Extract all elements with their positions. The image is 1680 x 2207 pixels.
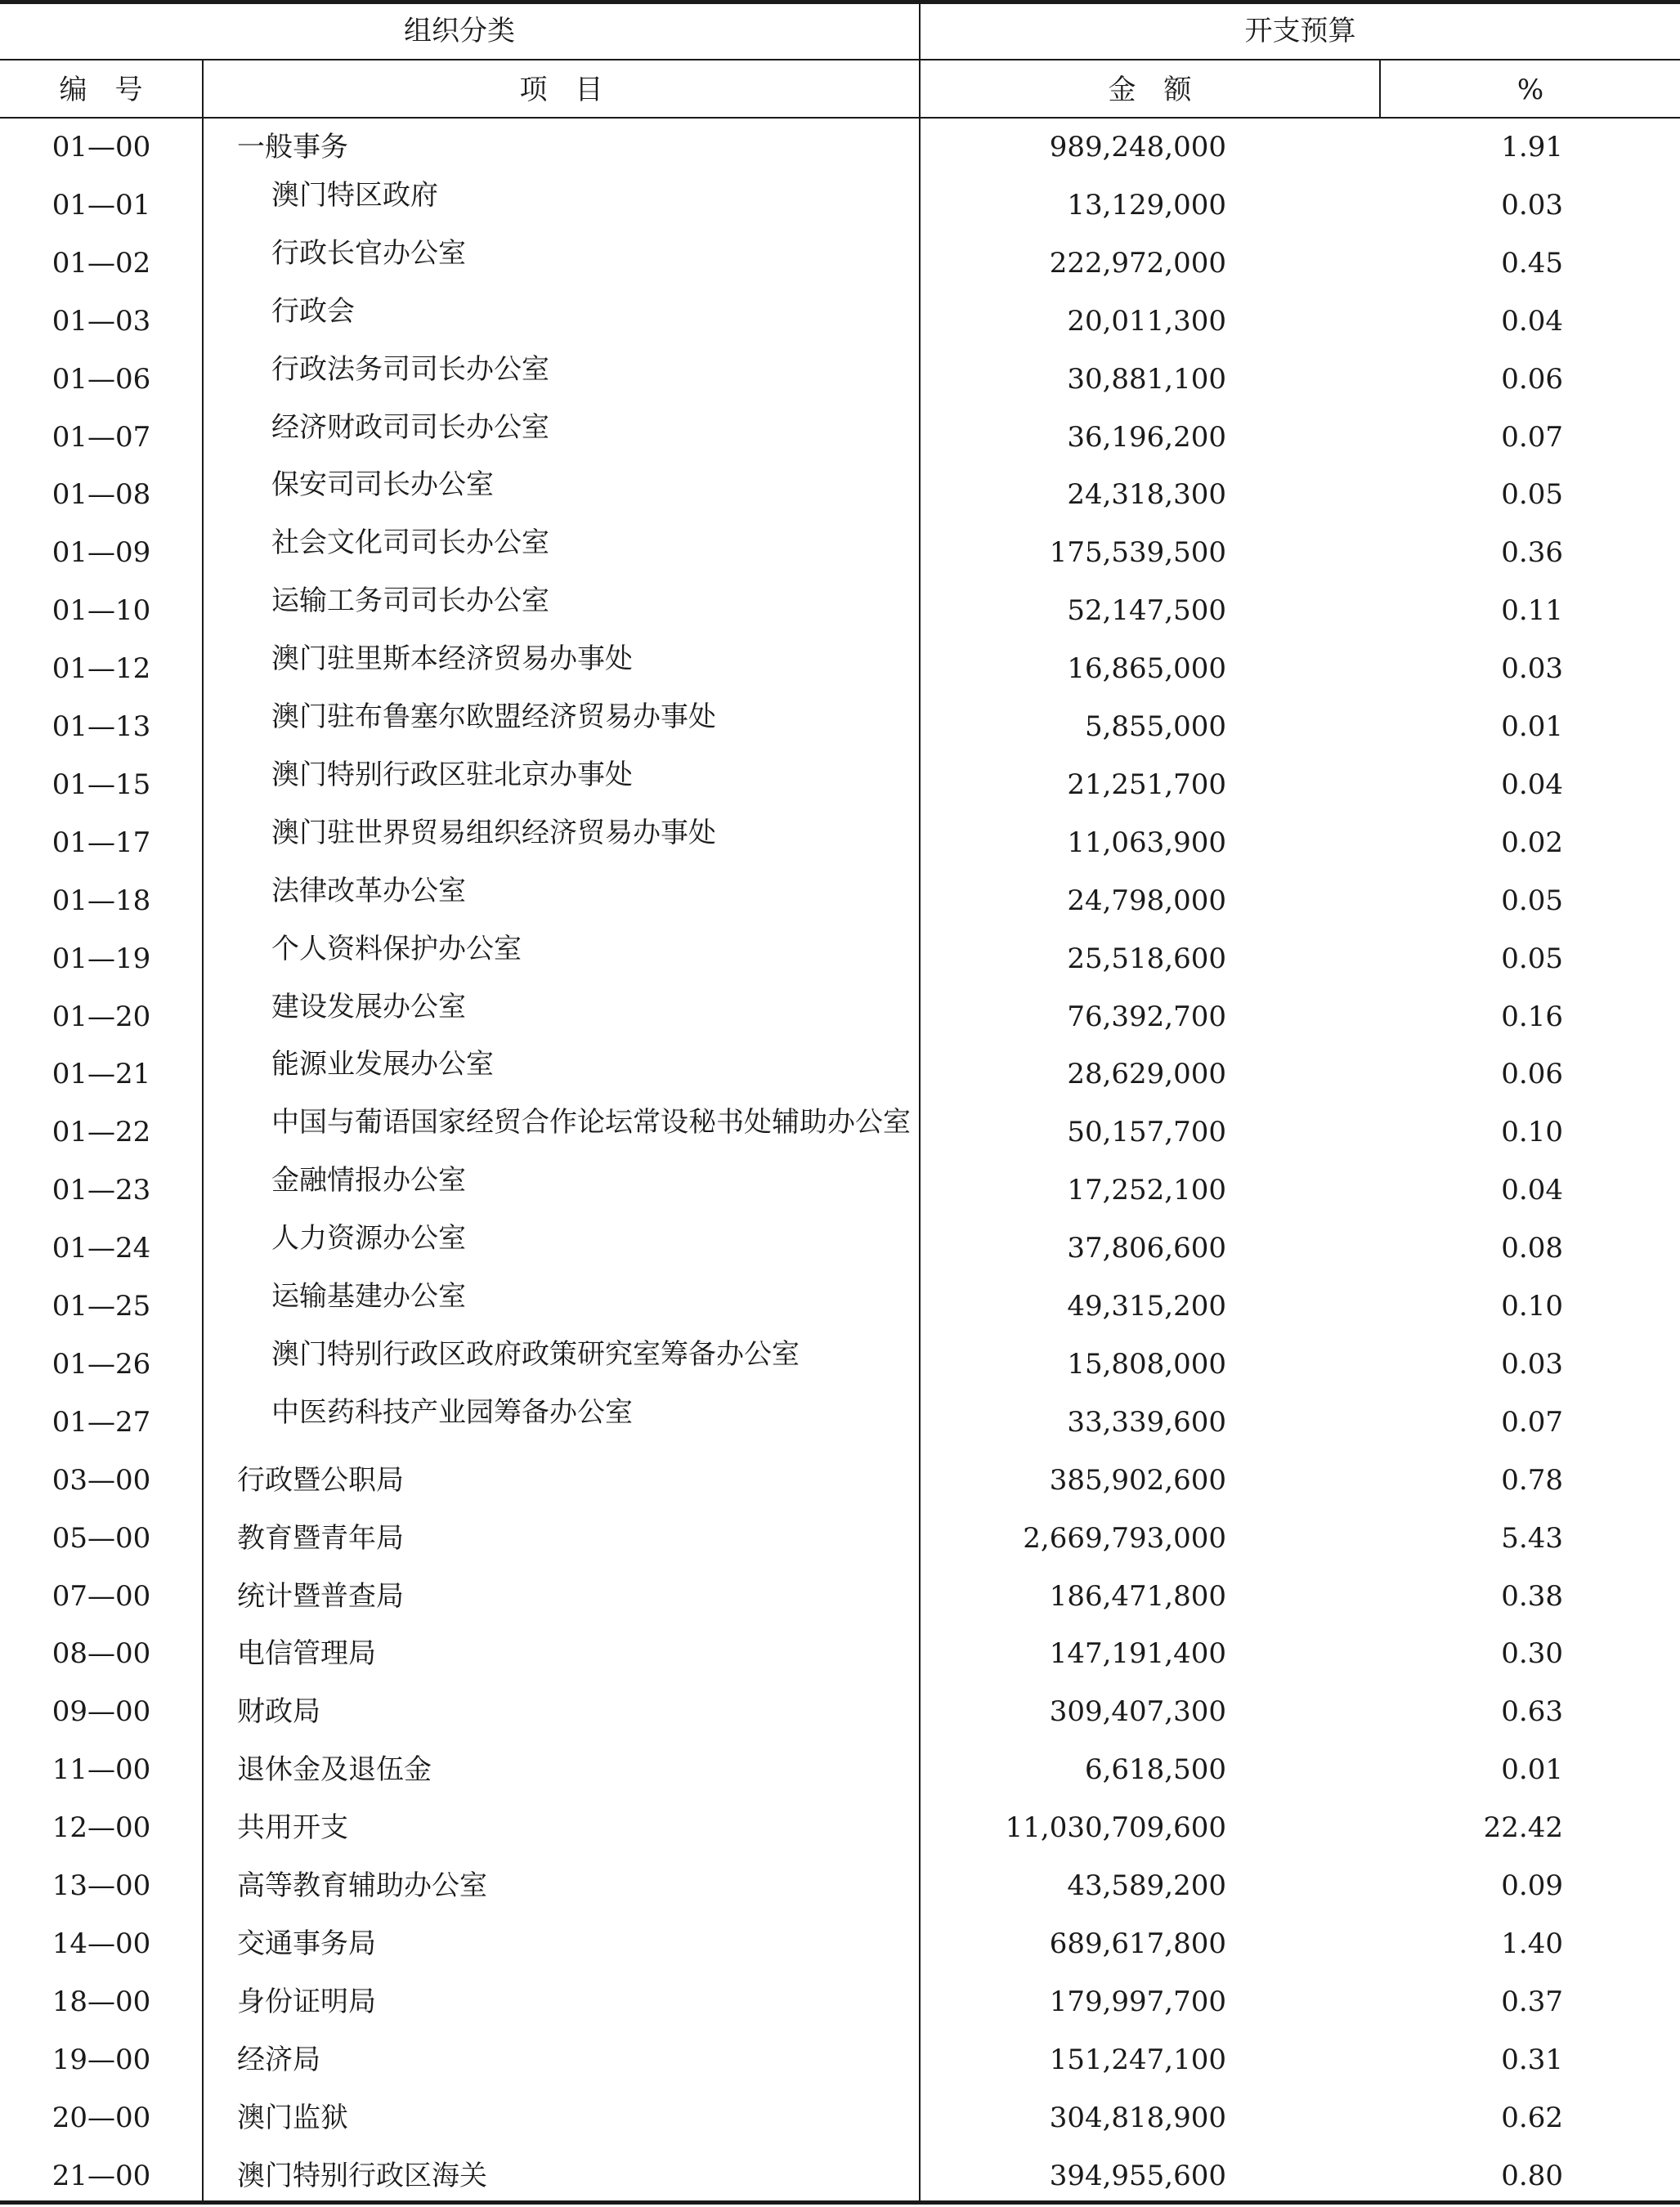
row-item: 教育暨青年局 [237,1521,404,1555]
row-amount: 6,618,500 [1084,1753,1226,1787]
table-row [0,177,1680,235]
row-code: 01—01 [52,188,151,222]
row-percent: 0.02 [1501,826,1563,859]
row-code: 01—26 [52,1347,151,1381]
row-amount: 175,539,500 [1049,536,1226,570]
row-item: 运输工务司司长办公室 [271,584,549,618]
row-percent: 0.05 [1501,884,1563,917]
row-percent: 0.45 [1501,246,1563,280]
row-percent: 0.36 [1501,536,1563,570]
table-row [0,1394,1680,1452]
row-amount: 186,471,800 [1049,1579,1226,1613]
table-row [0,1569,1680,1626]
row-item: 中医药科技产业园筹备办公室 [271,1395,633,1429]
row-item: 身份证明局 [237,1985,376,2018]
row-code: 14—00 [52,1927,151,1960]
table-row [0,989,1680,1046]
table-row [0,119,1680,177]
row-code: 11—00 [52,1753,151,1787]
row-item: 澳门特别行政区海关 [237,2159,487,2192]
row-percent: 0.05 [1501,942,1563,975]
row-item: 统计暨普查局 [237,1579,404,1613]
row-percent: 0.07 [1501,1405,1563,1439]
row-code: 07—00 [52,1579,151,1613]
row-percent: 0.63 [1501,1695,1563,1729]
row-amount: 76,392,700 [1067,1000,1226,1033]
row-amount: 25,518,600 [1067,942,1226,975]
row-amount: 15,808,000 [1067,1347,1226,1381]
row-percent: 0.10 [1501,1116,1563,1149]
row-amount: 222,972,000 [1049,246,1226,280]
row-code: 01—13 [52,710,151,743]
row-percent: 0.31 [1501,2043,1563,2076]
row-code: 09—00 [52,1695,151,1729]
row-amount: 30,881,100 [1067,362,1226,396]
row-code: 01—00 [52,131,151,163]
row-code: 01—15 [52,768,151,801]
row-code: 01—25 [52,1290,151,1323]
table-row [0,1626,1680,1683]
row-amount: 151,247,100 [1049,2043,1226,2076]
table-row [0,1742,1680,1799]
table-top-rule [0,0,1680,4]
row-percent: 0.62 [1501,2101,1563,2134]
row-code: 01—12 [52,652,151,686]
row-item: 一般事务 [237,131,348,163]
row-percent: 0.06 [1501,362,1563,396]
table-row [0,1858,1680,1915]
table-row [0,2148,1680,2205]
row-percent: 0.09 [1501,1869,1563,1902]
row-amount: 52,147,500 [1067,594,1226,628]
row-code: 05—00 [52,1521,151,1555]
row-code: 01—03 [52,304,151,338]
header-amount: 金 额 [1108,74,1192,106]
header-bottom-rule [0,117,1680,119]
header-group-rule [0,59,1680,60]
row-code: 01—10 [52,594,151,628]
table-row [0,583,1680,640]
row-item: 澳门特别行政区驻北京办事处 [271,758,633,791]
row-item: 行政长官办公室 [271,236,466,270]
row-item: 交通事务局 [237,1927,376,1960]
row-percent: 0.04 [1501,1174,1563,1207]
row-item: 澳门特别行政区政府政策研究室筹备办公室 [271,1337,800,1371]
row-item: 澳门驻布鲁塞尔欧盟经济贸易办事处 [271,701,716,733]
row-amount: 309,407,300 [1049,1695,1226,1729]
row-amount: 385,902,600 [1049,1463,1226,1497]
table-row [0,1046,1680,1104]
row-item: 行政暨公职局 [237,1463,404,1497]
row-amount: 24,798,000 [1067,884,1226,917]
row-amount: 28,629,000 [1067,1058,1226,1091]
row-amount: 689,617,800 [1049,1927,1226,1960]
row-amount: 11,030,709,600 [1005,1811,1226,1845]
row-item: 运输基建办公室 [271,1280,466,1313]
row-percent: 0.04 [1501,304,1563,338]
row-amount: 36,196,200 [1067,420,1226,454]
header-item: 项 目 [519,74,603,106]
row-amount: 304,818,900 [1049,2101,1226,2134]
row-percent: 0.03 [1501,188,1563,222]
row-code: 19—00 [52,2043,151,2076]
row-amount: 5,855,000 [1084,710,1226,743]
row-percent: 0.03 [1501,1347,1563,1381]
row-item: 法律改革办公室 [271,874,466,907]
table-row [0,2090,1680,2147]
table-row [0,873,1680,930]
row-item: 财政局 [237,1695,320,1729]
row-item: 电信管理局 [237,1637,376,1671]
table-row [0,467,1680,524]
row-item: 能源业发展办公室 [271,1048,494,1081]
row-percent: 1.40 [1501,1927,1563,1960]
row-item: 建设发展办公室 [271,990,466,1023]
row-item: 行政法务司司长办公室 [271,352,549,386]
row-percent: 0.03 [1501,652,1563,686]
table-row [0,1511,1680,1568]
row-percent: 0.08 [1501,1232,1563,1265]
header-expenditure-budget: 开支预算 [1244,15,1356,47]
row-code: 01—08 [52,478,151,512]
row-percent: 0.30 [1501,1637,1563,1671]
row-item: 经济局 [237,2043,320,2076]
row-code: 01—17 [52,826,151,859]
row-amount: 16,865,000 [1067,652,1226,686]
table-row [0,931,1680,988]
row-code: 01—22 [52,1116,151,1149]
row-item: 澳门特区政府 [271,178,438,212]
row-item: 行政会 [271,294,355,328]
row-amount: 20,011,300 [1067,304,1226,338]
row-item: 澳门监狱 [237,2101,348,2134]
row-code: 01—19 [52,942,151,975]
table-row [0,641,1680,698]
row-code: 03—00 [52,1463,151,1497]
row-code: 01—23 [52,1174,151,1207]
table-row [0,815,1680,872]
table-row [0,1104,1680,1162]
table-row [0,293,1680,351]
table-row [0,699,1680,756]
row-percent: 0.38 [1501,1579,1563,1613]
row-percent: 0.01 [1501,1753,1563,1787]
table-row [0,1162,1680,1220]
row-amount: 33,339,600 [1067,1405,1226,1439]
row-code: 01—02 [52,246,151,280]
row-item: 共用开支 [237,1811,348,1845]
row-code: 08—00 [52,1637,151,1671]
row-code: 21—00 [52,2159,151,2192]
row-amount: 2,669,793,000 [1023,1521,1226,1555]
row-code: 18—00 [52,1985,151,2018]
row-code: 13—00 [52,1869,151,1902]
row-percent: 0.10 [1501,1290,1563,1323]
table-row [0,1800,1680,1857]
row-code: 01—20 [52,1000,151,1033]
row-item: 金融情报办公室 [271,1164,466,1198]
row-item: 人力资源办公室 [271,1222,466,1256]
row-percent: 0.16 [1501,1000,1563,1033]
row-amount: 37,806,600 [1067,1232,1226,1265]
row-percent: 5.43 [1501,1521,1563,1555]
header-percent: % [1516,74,1544,106]
table-row [0,410,1680,467]
table-row [0,525,1680,582]
row-item: 澳门驻世界贸易组织经济贸易办事处 [271,816,716,849]
row-percent: 1.91 [1501,131,1563,163]
row-code: 01—24 [52,1232,151,1265]
row-amount: 11,063,900 [1067,826,1226,859]
table-row [0,1684,1680,1741]
row-item: 社会文化司司长办公室 [271,526,549,560]
row-percent: 0.80 [1501,2159,1563,2192]
table-row [0,1974,1680,2031]
row-code: 01—09 [52,536,151,570]
row-percent: 0.78 [1501,1463,1563,1497]
row-item: 个人资料保护办公室 [271,932,522,965]
row-percent: 0.07 [1501,420,1563,454]
row-amount: 989,248,000 [1049,131,1226,163]
row-amount: 49,315,200 [1067,1290,1226,1323]
table-row [0,2032,1680,2089]
table-row [0,1453,1680,1510]
row-item: 澳门驻里斯本经济贸易办事处 [271,642,633,676]
table-row [0,1220,1680,1278]
row-code: 20—00 [52,2101,151,2134]
row-code: 12—00 [52,1811,151,1845]
row-code: 01—18 [52,884,151,917]
row-percent: 22.42 [1483,1811,1563,1845]
row-amount: 147,191,400 [1049,1637,1226,1671]
row-amount: 13,129,000 [1067,188,1226,222]
row-item: 退休金及退伍金 [237,1753,432,1787]
row-code: 01—21 [52,1058,151,1091]
row-code: 01—06 [52,362,151,396]
row-percent: 0.06 [1501,1058,1563,1091]
row-percent: 0.04 [1501,768,1563,801]
row-code: 01—07 [52,420,151,454]
table-row [0,235,1680,293]
row-item: 高等教育辅助办公室 [237,1869,487,1902]
row-amount: 17,252,100 [1067,1174,1226,1207]
row-item: 中国与葡语国家经贸合作论坛常设秘书处辅助办公室 [271,1106,911,1139]
row-amount: 394,955,600 [1049,2159,1226,2192]
row-item: 经济财政司司长办公室 [271,410,549,444]
row-code: 01—27 [52,1405,151,1439]
row-percent: 0.05 [1501,478,1563,512]
table-row [0,351,1680,409]
row-percent: 0.11 [1501,594,1563,628]
row-percent: 0.01 [1501,710,1563,743]
header-code: 编 号 [59,74,143,106]
table-row [0,1336,1680,1394]
row-amount: 21,251,700 [1067,768,1226,801]
table-row [0,757,1680,814]
row-amount: 179,997,700 [1049,1985,1226,2018]
header-organization-classification: 组织分类 [404,15,515,47]
row-amount: 43,589,200 [1067,1869,1226,1902]
table-row [0,1278,1680,1336]
row-percent: 0.37 [1501,1985,1563,2018]
row-amount: 24,318,300 [1067,478,1226,512]
row-item: 保安司司长办公室 [271,468,494,502]
table-row [0,1916,1680,1973]
row-amount: 50,157,700 [1067,1116,1226,1149]
